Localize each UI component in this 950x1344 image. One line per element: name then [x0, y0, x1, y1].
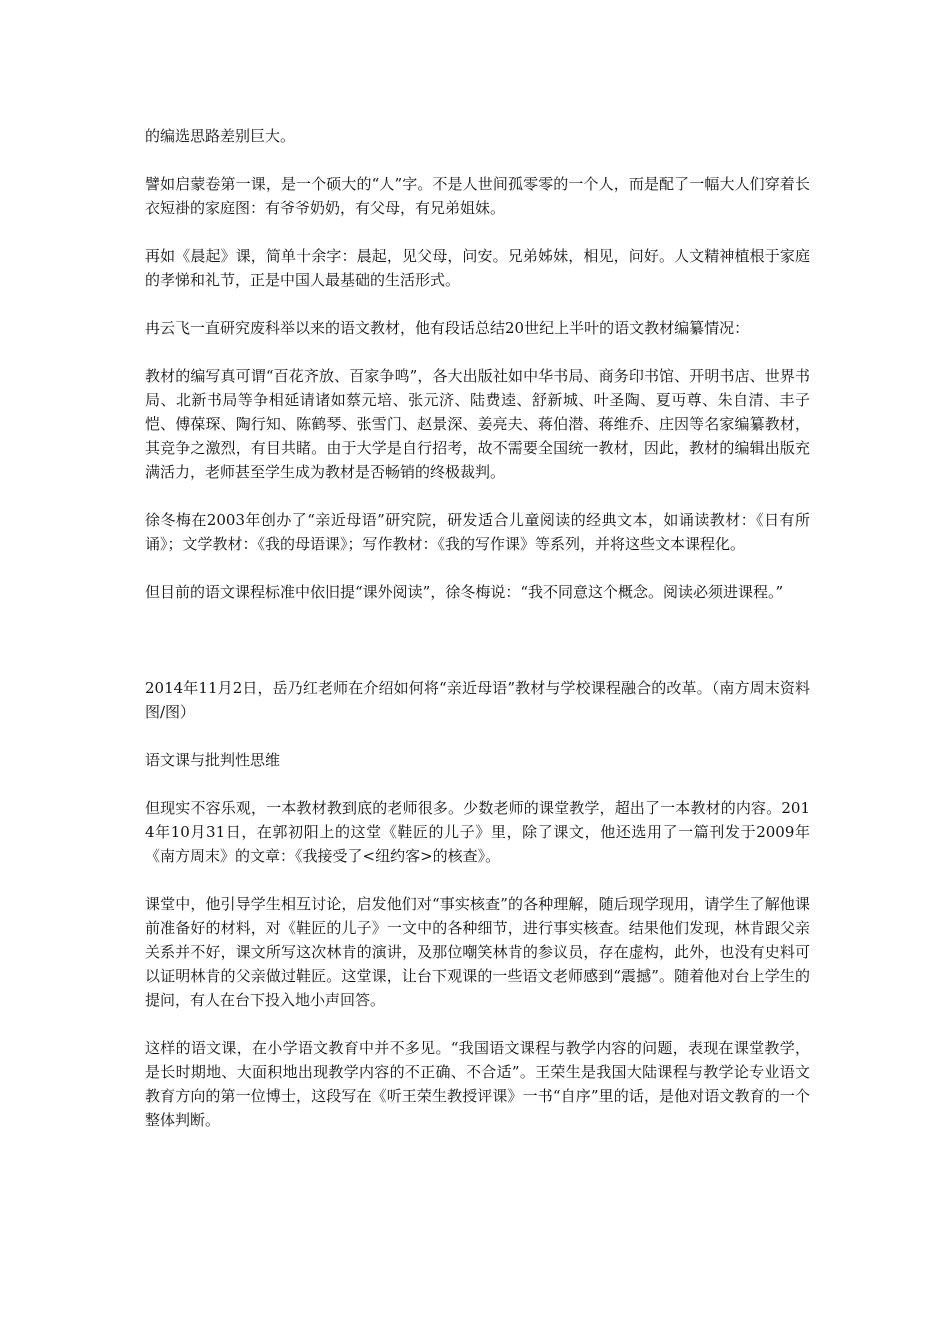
- section-heading: 语文课与批判性思维: [145, 751, 281, 769]
- paragraph-8: 但现实不容乐观，一本教材教到底的老师很多。少数老师的课堂教学，超出了一本教材的内容。2014年10月31日，在郭初阳上的这堂《鞋匠的儿子》里，除了课文，他还选用了一篇刊发于2009年《南方周末》的文章：《我接受了<纽约客>的核查》。: [145, 799, 810, 865]
- image-gap: [145, 628, 810, 676]
- paragraph-5: 教材的编写真可谓“百花齐放、百家争鸣”，各大出版社如中华书局、商务印书馆、开明书店、世界书局、北新书局等争相延请诸如蔡元培、张元济、陆费逵、舒新城、叶圣陶、夏丏尊、朱自清、丰子恺、傅葆琛、陶行知、陈鹤琴、张雪门、赵景深、姜亮夫、蒋伯潜、蒋维乔、庄因等名家编纂教材，其竞争之激烈，有目共睹。由于大学是自行招考，故不需要全国统一教材，因此，教材的编辑出版充满活力，老师甚至学生成为教材是否畅销的终极裁判。: [145, 367, 810, 481]
- article-body: [145, 124, 810, 1156]
- paragraph-7: 但目前的语文课程标准中依旧提“课外阅读”，徐冬梅说：“我不同意这个概念。阅读必须进课程。”: [145, 583, 784, 601]
- paragraph-10: 这样的语文课，在小学语文教育中并不多见。“我国语文课程与教学内容的问题，表现在课堂教学，是长时期地、大面积地出现教学内容的不正确、不合适”。王荣生是我国大陆课程与教学论专业语文教育方向的第一位博士，这段写在《听王荣生教授评课》一书“自序”里的话，是他对语文教育的一个整体判断。: [145, 1039, 810, 1129]
- paragraph-4: 冉云飞一直研究废科举以来的语文教材，他有段话总结20世纪上半叶的语文教材编纂情况：: [145, 319, 750, 337]
- paragraph-1: 的编选思路差别巨大。: [145, 127, 296, 145]
- paragraph-2: 譬如启蒙卷第一课，是一个硕大的“人”字。不是人世间孤零零的一个人，而是配了一幅大人们穿着长衣短褂的家庭图：有爷爷奶奶，有父母，有兄弟姐妹。: [145, 175, 810, 217]
- paragraph-6: 徐冬梅在2003年创办了“亲近母语”研究院，研发适合儿童阅读的经典文本，如诵读教材：《日有所诵》；文学教材：《我的母语课》；写作教材：《我的写作课》等系列，并将这些文本课程化。: [145, 511, 810, 553]
- photo-caption: 2014年11月2日，岳乃红老师在介绍如何将“亲近母语”教材与学校课程融合的改革。（南方周末资料图/图）: [145, 679, 810, 721]
- paragraph-9: 课堂中，他引导学生相互讨论，启发他们对“事实核查”的各种理解，随后现学现用，请学生了解他课前准备好的材料，对《鞋匠的儿子》一文中的各种细节，进行事实核查。结果他们发现，林肯跟父亲关系并不好，课文所写这次林肯的演讲，及那位嘲笑林肯的参议员，存在虚构，此外，也没有史料可以证明林肯的父亲做过鞋匠。这堂课，让台下观课的一些语文老师感到“震撼”。随着他对台上学生的提问，有人在台下投入地小声回答。: [145, 895, 810, 1009]
- paragraph-3: 再如《晨起》课，简单十余字：晨起，见父母，问安。兄弟姊妹，相见，问好。人文精神植根于家庭的孝悌和礼节，正是中国人最基础的生活形式。: [145, 247, 810, 289]
